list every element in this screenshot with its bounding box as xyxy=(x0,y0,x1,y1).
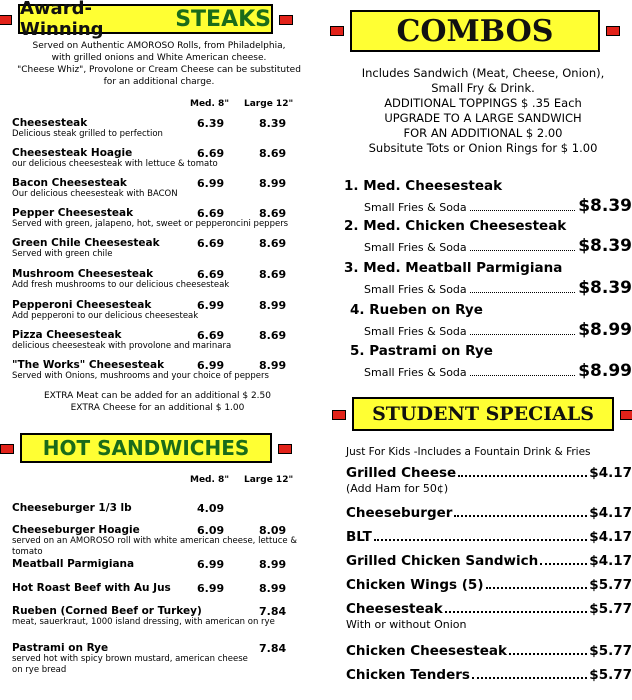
item-price-large: 8.69 xyxy=(259,237,287,250)
item-name: Pepper Cheesesteak xyxy=(12,207,134,219)
menu-item xyxy=(12,558,302,570)
steaks-intro-line: with grilled onions and White American cheese. xyxy=(51,53,267,63)
item-price-large: 7.84 xyxy=(259,642,287,655)
extra-line: EXTRA Meat can be added for an additional $ 2.50 xyxy=(44,391,271,401)
combo-item xyxy=(344,302,632,340)
item-desc: Served with green chile xyxy=(12,249,113,259)
banner-bar-right xyxy=(279,15,293,25)
leader-dots xyxy=(486,579,588,589)
item-desc: on rye bread xyxy=(12,665,67,675)
leader-dots xyxy=(470,284,576,293)
menu-item xyxy=(12,268,302,291)
leader-dots xyxy=(470,242,576,251)
item-desc: meat, sauerkraut, 1000 island dressing, with american on rye xyxy=(12,617,275,627)
student-specials-banner xyxy=(352,397,614,431)
item-price-med: 6.69 xyxy=(197,268,225,281)
combo-sub xyxy=(364,236,632,256)
item-price-med: 6.69 xyxy=(197,329,225,342)
combos-intro-line: UPGRADE TO A LARGE SANDWICH xyxy=(384,111,582,125)
combo-sub xyxy=(364,361,632,381)
left-column xyxy=(0,0,315,700)
item-price-large: 8.99 xyxy=(259,558,287,571)
student-item-price: $4.17 xyxy=(589,529,632,545)
student-item-name: Grilled Chicken Sandwich xyxy=(346,553,539,569)
hot-sandwiches-banner xyxy=(20,433,272,463)
item-desc: served on an AMOROSO roll with white american cheese, lettuce & tomato xyxy=(12,536,297,557)
banner-bar-left xyxy=(0,15,12,25)
leader-dots xyxy=(470,326,576,335)
combos-title: COMBOS xyxy=(396,13,554,49)
leader-dots xyxy=(458,467,587,477)
combo-sub-text: Small Fries & Soda xyxy=(364,201,467,214)
student-item-name: Grilled Cheese xyxy=(346,465,457,481)
item-desc: Add fresh mushrooms to our delicious cheesesteak xyxy=(12,280,230,290)
student-item-name: Chicken Cheesesteak xyxy=(346,643,507,659)
menu-item xyxy=(12,147,302,170)
student-intro: Just For Kids -Includes a Fountain Drink & Fries xyxy=(346,446,591,458)
student-item-price: $4.17 xyxy=(589,505,632,521)
leader-dots xyxy=(470,367,576,376)
combo-price: $8.99 xyxy=(578,361,632,381)
leader-dots xyxy=(540,555,587,565)
combo-price: $8.39 xyxy=(578,236,632,256)
item-name: Rueben (Corned Beef or Turkey) xyxy=(12,605,202,617)
item-name: Hot Roast Beef with Au Jus xyxy=(12,582,171,594)
item-name: Green Chile Cheesesteak xyxy=(12,237,160,249)
item-desc: Our delicious cheesesteak with BACON xyxy=(12,189,178,199)
hot-col-large: Large 12" xyxy=(244,475,294,485)
item-desc: Add pepperoni to our delicious cheesesteak xyxy=(12,311,199,321)
steaks-col-large: Large 12" xyxy=(244,99,294,109)
item-name: Cheeseburger 1/3 lb xyxy=(12,502,132,514)
hot-title: HOT SANDWICHES xyxy=(42,436,250,460)
student-item-price: $4.17 xyxy=(589,553,632,569)
combo-name: 4. Rueben on Rye xyxy=(350,302,483,318)
item-price-med: 6.99 xyxy=(197,359,225,372)
item-name: "The Works" Cheesesteak xyxy=(12,359,165,371)
menu-item xyxy=(12,237,302,260)
student-item xyxy=(346,601,632,631)
item-name: Cheesesteak xyxy=(12,117,88,129)
item-desc: Delicious steak grilled to perfection xyxy=(12,129,163,139)
steaks-title-main: STEAKS xyxy=(175,6,271,32)
leader-dots xyxy=(454,507,587,517)
combos-intro-line: FOR AN ADDITIONAL $ 2.00 xyxy=(403,126,563,140)
combos-intro-line: Small Fry & Drink. xyxy=(431,81,535,95)
combo-price: $8.99 xyxy=(578,320,632,340)
combo-sub-text: Small Fries & Soda xyxy=(364,283,467,296)
combo-sub xyxy=(364,196,632,216)
banner-bar-left xyxy=(0,444,14,454)
student-item-name: Cheesesteak xyxy=(346,601,443,617)
item-desc: our delicious cheesesteak with lettuce & tomato xyxy=(12,159,218,169)
item-price-large: 8.69 xyxy=(259,147,287,160)
item-desc: Served with Onions, mushrooms and your choice of peppers xyxy=(12,371,269,381)
combo-sub xyxy=(364,278,632,298)
student-item xyxy=(346,553,632,569)
leader-dots xyxy=(509,645,587,655)
combo-price: $8.39 xyxy=(578,196,632,216)
menu-item xyxy=(12,605,302,628)
item-desc: served hot with spicy brown mustard, american cheese xyxy=(12,654,248,664)
menu-item xyxy=(12,299,302,322)
extra-line: EXTRA Cheese for an additional $ 1.00 xyxy=(70,403,245,413)
item-name: Meatball Parmigiana xyxy=(12,558,135,570)
leader-dots xyxy=(445,603,588,613)
menu-item xyxy=(12,524,302,558)
student-item xyxy=(346,465,632,495)
item-name: Pizza Cheesesteak xyxy=(12,329,122,341)
leader-dots xyxy=(472,669,587,679)
combo-price: $8.39 xyxy=(578,278,632,298)
student-item xyxy=(346,667,632,683)
combo-item xyxy=(344,260,632,298)
menu-item xyxy=(12,582,302,594)
combo-name: 3. Med. Meatball Parmigiana xyxy=(344,260,563,276)
student-item-price: $4.17 xyxy=(589,465,632,481)
combos-banner xyxy=(350,10,600,52)
steaks-intro-line: Served on Authentic AMOROSO Rolls, from Philadelphia, xyxy=(32,41,286,51)
combo-item xyxy=(344,218,632,256)
item-name: Pastrami on Rye xyxy=(12,642,109,654)
item-price-med: 6.99 xyxy=(197,582,225,595)
student-title: STUDENT SPECIALS xyxy=(372,403,594,425)
item-price-med: 6.39 xyxy=(197,117,225,130)
item-price-med: 6.69 xyxy=(197,147,225,160)
student-item-name: BLT xyxy=(346,529,372,545)
combos-intro-line: Includes Sandwich (Meat, Cheese, Onion), xyxy=(361,66,605,80)
student-item-name: Chicken Wings (5) xyxy=(346,577,484,593)
item-name: Bacon Cheesesteak xyxy=(12,177,127,189)
item-name: Pepperoni Cheesesteak xyxy=(12,299,152,311)
student-item-price: $5.77 xyxy=(589,601,632,617)
steaks-extras xyxy=(0,390,315,414)
item-price-large: 8.69 xyxy=(259,268,287,281)
item-name: Cheesesteak Hoagie xyxy=(12,147,133,159)
combo-sub-text: Small Fries & Soda xyxy=(364,366,467,379)
item-desc: delicious cheesesteak with provolone and marinara xyxy=(12,341,232,351)
item-price-large: 8.39 xyxy=(259,117,287,130)
combos-intro-line: Subsitute Tots or Onion Rings for $ 1.00 xyxy=(368,141,598,155)
item-price-med: 4.09 xyxy=(197,502,225,515)
item-price-med: 6.09 xyxy=(197,524,225,537)
leader-dots xyxy=(470,202,576,211)
banner-bar-right xyxy=(620,410,632,420)
item-price-large: 7.84 xyxy=(259,605,287,618)
item-price-large: 8.69 xyxy=(259,207,287,220)
combo-sub xyxy=(364,320,632,340)
student-item-price: $5.77 xyxy=(589,577,632,593)
item-price-large: 8.99 xyxy=(259,359,287,372)
item-price-med: 6.69 xyxy=(197,207,225,220)
item-price-large: 8.69 xyxy=(259,329,287,342)
banner-bar-right xyxy=(606,26,620,36)
item-price-med: 6.69 xyxy=(197,237,225,250)
combos-intro xyxy=(338,66,628,156)
menu-item xyxy=(12,177,302,200)
student-item xyxy=(346,577,632,593)
student-item xyxy=(346,529,632,545)
right-column xyxy=(332,0,632,700)
item-price-large: 8.99 xyxy=(259,582,287,595)
item-name: Mushroom Cheesesteak xyxy=(12,268,154,280)
student-item-note: (Add Ham for 50¢) xyxy=(346,482,449,495)
leader-dots xyxy=(374,531,587,541)
combo-item xyxy=(344,343,632,381)
menu-item xyxy=(12,207,302,230)
steaks-intro-line: "Cheese Whiz", Provolone or Cream Cheese can be substituted xyxy=(17,65,301,75)
steaks-intro-line: for an additional charge. xyxy=(103,77,215,87)
banner-bar-right xyxy=(278,444,292,454)
combo-sub-text: Small Fries & Soda xyxy=(364,241,467,254)
menu-item xyxy=(12,359,302,382)
banner-bar-left xyxy=(330,26,344,36)
item-desc: Served with green, jalapeno, hot, sweet or pepperoncini peppers xyxy=(12,219,289,229)
item-price-med: 6.99 xyxy=(197,558,225,571)
student-item-note: With or without Onion xyxy=(346,618,467,631)
banner-bar-left xyxy=(332,410,346,420)
item-price-large: 8.09 xyxy=(259,524,287,537)
menu-item xyxy=(12,642,302,676)
item-price-med: 6.99 xyxy=(197,177,225,190)
combos-intro-line: ADDITIONAL TOPPINGS $ .35 Each xyxy=(384,96,582,110)
steaks-col-med: Med. 8" xyxy=(190,99,230,109)
item-price-large: 8.99 xyxy=(259,299,287,312)
item-price-large: 8.99 xyxy=(259,177,287,190)
student-item-price: $5.77 xyxy=(589,643,632,659)
menu-item xyxy=(12,502,302,514)
hot-col-med: Med. 8" xyxy=(190,475,230,485)
item-name: Cheeseburger Hoagie xyxy=(12,524,140,536)
menu-item xyxy=(12,329,302,352)
menu-item xyxy=(12,117,302,140)
student-item xyxy=(346,505,632,521)
combo-name: 5. Pastrami on Rye xyxy=(350,343,493,359)
student-item-name: Cheeseburger xyxy=(346,505,453,521)
combo-name: 2. Med. Chicken Cheesesteak xyxy=(344,218,567,234)
combo-name: 1. Med. Cheesesteak xyxy=(344,178,503,194)
item-price-med: 6.99 xyxy=(197,299,225,312)
combo-item xyxy=(344,178,632,216)
student-item-price: $5.77 xyxy=(589,667,632,683)
student-item-name: Chicken Tenders xyxy=(346,667,470,683)
student-item xyxy=(346,643,632,659)
combo-sub-text: Small Fries & Soda xyxy=(364,325,467,338)
steaks-title-lead: Award-Winning xyxy=(20,0,104,40)
steaks-intro xyxy=(4,40,314,88)
steaks-banner xyxy=(18,0,273,40)
